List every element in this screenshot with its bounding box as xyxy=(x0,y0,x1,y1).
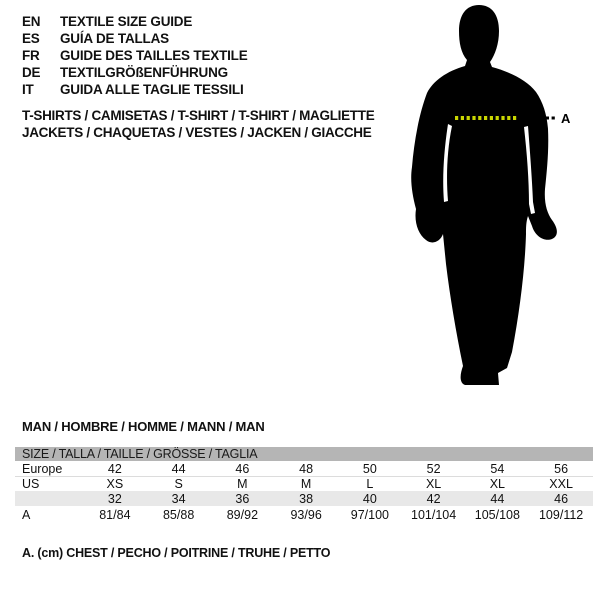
table-cell: 97/100 xyxy=(350,508,389,522)
man-silhouette-body xyxy=(411,5,557,385)
table-cell: XL xyxy=(425,477,442,491)
table-cell: 42 xyxy=(426,491,441,506)
table-cell: 34 xyxy=(171,491,186,506)
table-cell: S xyxy=(174,477,183,491)
language-row-es xyxy=(22,30,248,47)
garment-type-list xyxy=(22,107,374,141)
table-cell: 93/96 xyxy=(290,508,322,522)
garment-line-jackets: JACKETS / CHAQUETAS / VESTES / JACKEN / GIACCHE xyxy=(22,125,372,140)
table-cell: 109/112 xyxy=(538,508,584,522)
table-cell: 89/92 xyxy=(226,508,259,522)
language-row-en xyxy=(22,13,248,30)
table-cell: 44 xyxy=(490,491,505,506)
table-row-europe xyxy=(15,461,593,477)
table-cell: 81/84 xyxy=(99,508,131,522)
size-table-header: SIZE / TALLA / TAILLE / GRÖSSE / TAGLIA xyxy=(15,447,593,461)
language-code: EN xyxy=(22,14,41,29)
language-label: TEXTILGRÖßENFÜHRUNG xyxy=(60,65,228,80)
table-cell: 52 xyxy=(426,461,441,476)
row-label: Europe xyxy=(22,461,63,476)
table-cell: 56 xyxy=(554,461,569,476)
table-cell: 50 xyxy=(362,461,377,476)
language-code: IT xyxy=(22,82,34,97)
language-code: DE xyxy=(22,65,41,80)
man-silhouette-figure xyxy=(398,2,576,398)
table-row-chest-cm xyxy=(15,506,593,524)
table-cell: 36 xyxy=(235,491,250,506)
language-row-fr xyxy=(22,47,248,64)
language-code: ES xyxy=(22,31,40,46)
table-cell: XS xyxy=(106,477,124,491)
table-row-us-numeric xyxy=(15,491,593,506)
table-cell: 42 xyxy=(107,461,122,476)
garment-line-tshirts: T-SHIRTS / CAMISETAS / T-SHIRT / T-SHIRT / MAGLIETTE xyxy=(22,108,375,123)
table-row-us xyxy=(15,477,593,491)
chest-measure-label: A xyxy=(561,111,571,126)
table-cell: 105/108 xyxy=(474,508,520,522)
table-cell: 38 xyxy=(299,491,314,506)
table-cell: M xyxy=(237,477,248,491)
size-table xyxy=(15,447,593,524)
table-cell: 32 xyxy=(107,491,122,506)
language-code: FR xyxy=(22,48,40,63)
row-label: US xyxy=(22,477,40,491)
table-cell: XXL xyxy=(549,477,573,491)
row-label: A xyxy=(22,508,31,522)
language-label: GUÍA DE TALLAS xyxy=(60,31,169,46)
table-cell: M xyxy=(300,477,312,491)
table-cell: 54 xyxy=(490,461,505,476)
language-list xyxy=(22,13,248,98)
table-cell: 85/88 xyxy=(162,508,195,522)
language-label: GUIDA ALLE TAGLIE TESSILI xyxy=(60,82,244,97)
language-label: GUIDE DES TAILLES TEXTILE xyxy=(60,48,248,63)
section-title-man: MAN / HOMBRE / HOMME / MANN / MAN xyxy=(22,419,265,434)
table-cell: 101/104 xyxy=(411,508,457,522)
language-row-it xyxy=(22,81,248,98)
table-cell: 44 xyxy=(171,461,186,476)
language-label: TEXTILE SIZE GUIDE xyxy=(60,14,193,29)
table-cell: 46 xyxy=(235,461,250,476)
table-cell: XL xyxy=(489,477,506,491)
table-cell: 40 xyxy=(362,491,377,506)
table-cell: 48 xyxy=(299,461,314,476)
measurement-footnote: A. (cm) CHEST / PECHO / POITRINE / TRUHE / PETTO xyxy=(22,546,331,560)
language-row-de xyxy=(22,64,248,81)
table-cell: L xyxy=(366,477,374,491)
table-cell: 46 xyxy=(554,491,569,506)
